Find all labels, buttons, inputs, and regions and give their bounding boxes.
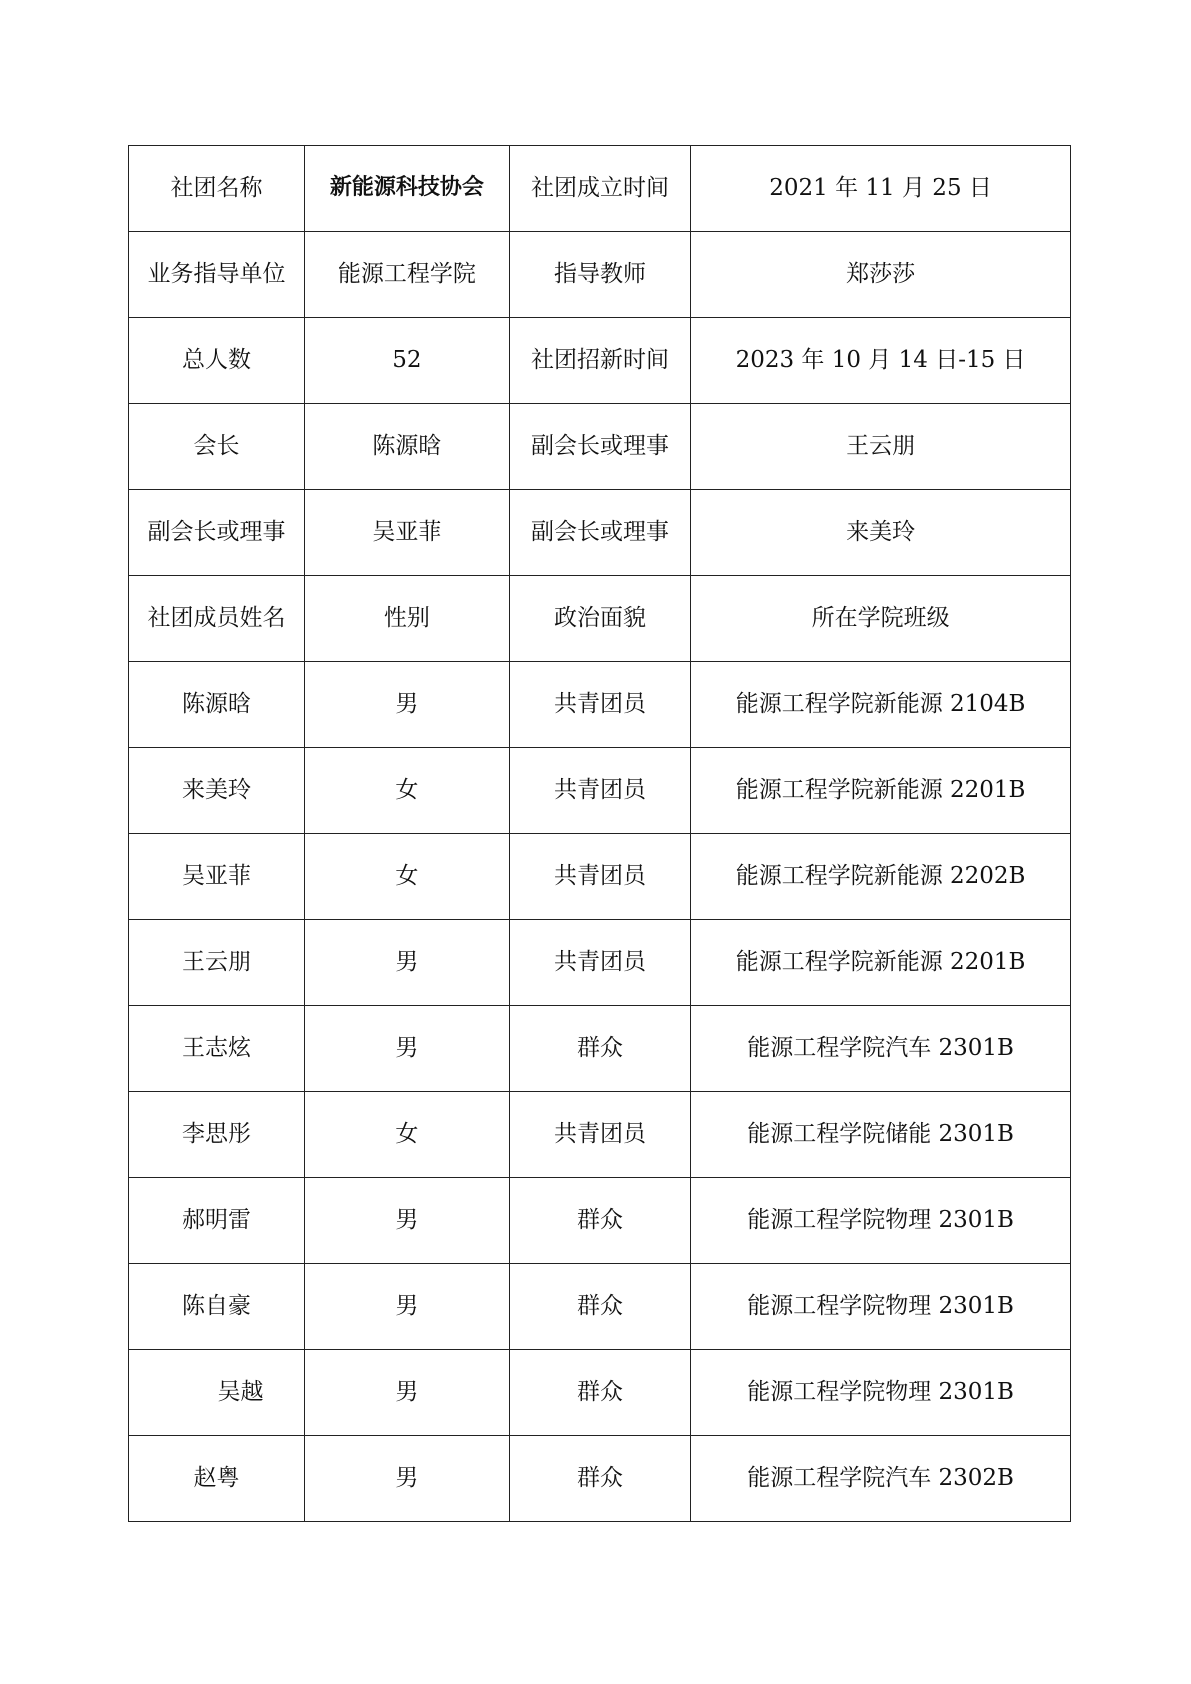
value-advisor: 郑莎莎: [691, 232, 1071, 318]
member-name: 王志炫: [129, 1006, 305, 1092]
value-guidance-unit: 能源工程学院: [304, 232, 509, 318]
member-gender: 女: [304, 748, 509, 834]
member-row: [129, 1264, 1071, 1350]
row-club-name: [129, 146, 1071, 232]
member-political-status: 群众: [509, 1264, 690, 1350]
member-college-class: 能源工程学院储能 2301B: [691, 1092, 1071, 1178]
member-political-status: 共青团员: [509, 1092, 690, 1178]
member-row: [129, 920, 1071, 1006]
member-college-class: 能源工程学院新能源 2201B: [691, 920, 1071, 1006]
member-name: 吴亚菲: [129, 834, 305, 920]
member-gender: 女: [304, 1092, 509, 1178]
member-name: 陈自豪: [129, 1264, 305, 1350]
member-political-status: 共青团员: [509, 748, 690, 834]
member-college-class: 能源工程学院汽车 2301B: [691, 1006, 1071, 1092]
value-recruit-time: 2023 年 10 月 14 日-15 日: [691, 318, 1071, 404]
member-row: [129, 662, 1071, 748]
column-header-gender: 性别: [304, 576, 509, 662]
member-row: [129, 1092, 1071, 1178]
member-political-status: 群众: [509, 1006, 690, 1092]
member-political-status: 群众: [509, 1178, 690, 1264]
value-vice-president: 王云朋: [691, 404, 1071, 490]
member-name: 吴越: [129, 1350, 305, 1436]
column-header-college-class: 所在学院班级: [691, 576, 1071, 662]
club-member-table: [128, 145, 1071, 1522]
value-total-members: 52: [304, 318, 509, 404]
member-gender: 男: [304, 1006, 509, 1092]
row-guidance-unit: [129, 232, 1071, 318]
column-header-name: 社团成员姓名: [129, 576, 305, 662]
member-gender: 男: [304, 920, 509, 1006]
label-president: 会长: [129, 404, 305, 490]
row-vice-presidents: [129, 490, 1071, 576]
member-college-class: 能源工程学院新能源 2201B: [691, 748, 1071, 834]
value-president: 陈源晗: [304, 404, 509, 490]
label-vice-president: 副会长或理事: [129, 490, 305, 576]
member-college-class: 能源工程学院物理 2301B: [691, 1350, 1071, 1436]
row-total-members: [129, 318, 1071, 404]
member-name: 郝明雷: [129, 1178, 305, 1264]
member-row: [129, 834, 1071, 920]
label-advisor: 指导教师: [509, 232, 690, 318]
member-political-status: 共青团员: [509, 834, 690, 920]
member-gender: 男: [304, 662, 509, 748]
member-gender: 男: [304, 1436, 509, 1522]
member-header-row: [129, 576, 1071, 662]
label-vice-president: 副会长或理事: [509, 404, 690, 490]
member-gender: 女: [304, 834, 509, 920]
member-college-class: 能源工程学院物理 2301B: [691, 1178, 1071, 1264]
row-president: [129, 404, 1071, 490]
member-name: 来美玲: [129, 748, 305, 834]
member-gender: 男: [304, 1178, 509, 1264]
label-club-name: 社团名称: [129, 146, 305, 232]
member-row: [129, 748, 1071, 834]
member-college-class: 能源工程学院新能源 2202B: [691, 834, 1071, 920]
member-name: 赵粤: [129, 1436, 305, 1522]
member-row: [129, 1350, 1071, 1436]
member-political-status: 群众: [509, 1436, 690, 1522]
member-college-class: 能源工程学院物理 2301B: [691, 1264, 1071, 1350]
value-vice-president: 吴亚菲: [304, 490, 509, 576]
label-recruit-time: 社团招新时间: [509, 318, 690, 404]
value-club-name: 新能源科技协会: [304, 146, 509, 232]
label-vice-president: 副会长或理事: [509, 490, 690, 576]
column-header-political-status: 政治面貌: [509, 576, 690, 662]
value-vice-president: 来美玲: [691, 490, 1071, 576]
label-founded-date: 社团成立时间: [509, 146, 690, 232]
member-row: [129, 1006, 1071, 1092]
member-name: 王云朋: [129, 920, 305, 1006]
label-total-members: 总人数: [129, 318, 305, 404]
member-row: [129, 1436, 1071, 1522]
member-political-status: 共青团员: [509, 920, 690, 1006]
member-gender: 男: [304, 1264, 509, 1350]
label-guidance-unit: 业务指导单位: [129, 232, 305, 318]
value-founded-date: 2021 年 11 月 25 日: [691, 146, 1071, 232]
member-gender: 男: [304, 1350, 509, 1436]
member-college-class: 能源工程学院汽车 2302B: [691, 1436, 1071, 1522]
member-name: 李思彤: [129, 1092, 305, 1178]
member-political-status: 共青团员: [509, 662, 690, 748]
member-name: 陈源晗: [129, 662, 305, 748]
member-college-class: 能源工程学院新能源 2104B: [691, 662, 1071, 748]
member-political-status: 群众: [509, 1350, 690, 1436]
member-row: [129, 1178, 1071, 1264]
